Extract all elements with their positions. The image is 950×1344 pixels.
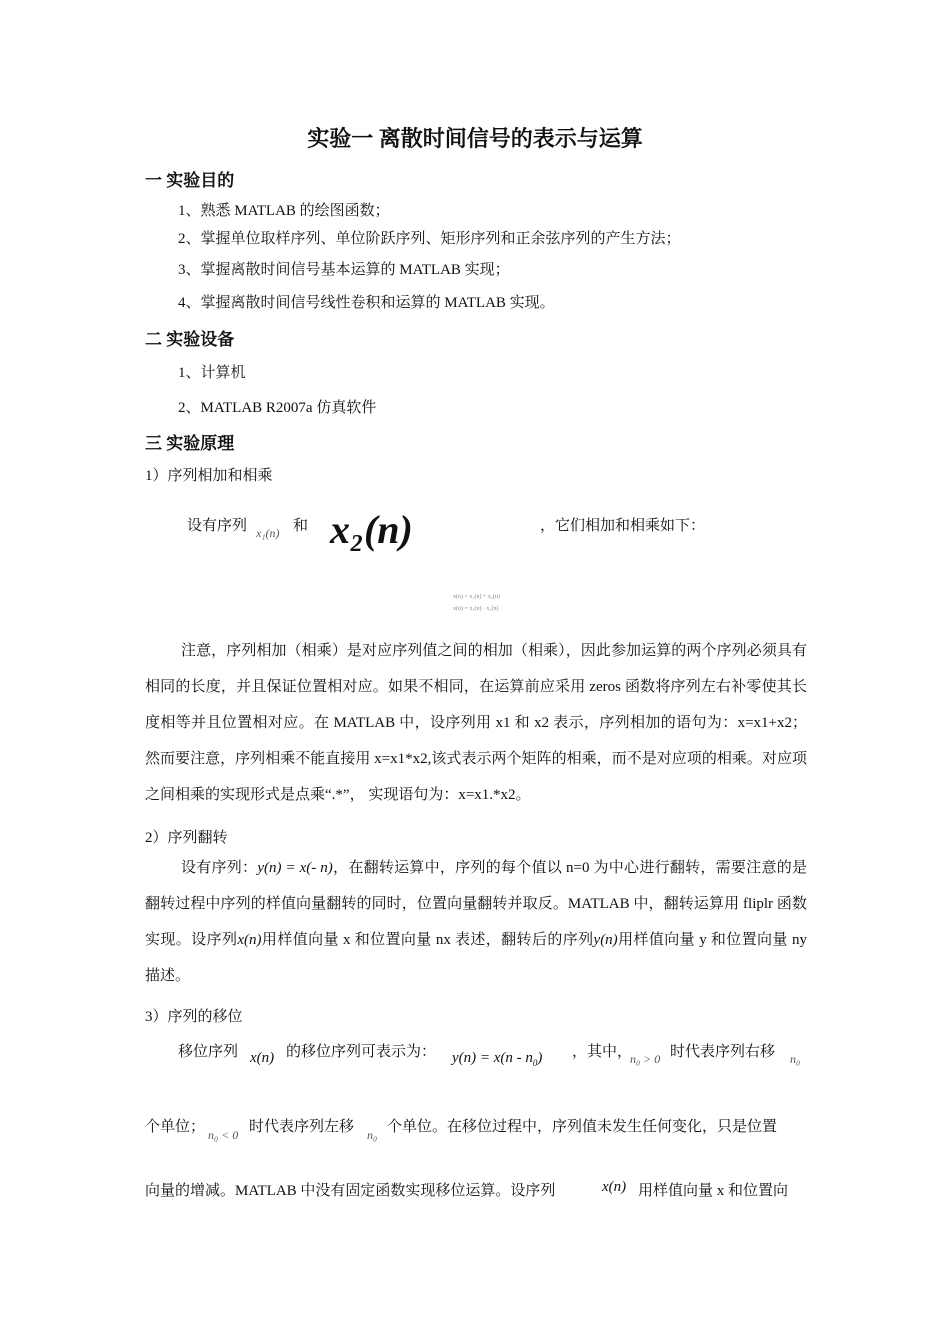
purpose-item-2: 2、掌握单位取样序列、单位阶跃序列、矩形序列和正余弦序列的产生方法； [178, 231, 681, 247]
part2-heading: 2）序列翻转 [145, 830, 228, 846]
part3-heading: 3）序列的移位 [145, 1009, 243, 1025]
part3-f: 时代表序列左移 [249, 1119, 355, 1135]
section-heading-purpose: 一 实验目的 [145, 171, 235, 190]
part2-d: 用样值向量 y 和位置向量 ny 描述。 [145, 932, 807, 984]
part3-n0-first: n₀ [790, 1052, 801, 1066]
part3-equation: $y(n) = x(n - n_0)$ [452, 1050, 543, 1068]
part2-yn: y(n) [593, 932, 618, 948]
part1-and: 和 [293, 518, 309, 534]
part2-equation: y(n) = x(- n) [257, 860, 333, 876]
section-heading-equipment: 二 实验设备 [145, 330, 235, 349]
page-title: 实验一 离散时间信号的表示与运算 [307, 126, 643, 151]
part3-g: 个单位。在移位过程中，序列值未发生任何变化，只是位置 [387, 1119, 778, 1135]
purpose-item-3: 3、掌握离散时间信号基本运算的 MATLAB 实现； [178, 262, 510, 278]
purpose-item-1: 1、熟悉 MATLAB 的绘图函数； [178, 203, 390, 219]
part1-intro-b: ，它们相加和相乘如下： [540, 518, 706, 534]
part2-b: ，在翻转运算中，序列的每个值以 n=0 为中心进行翻转，需要注意的是翻转过程中序列的样值向量翻转的同时，位置向量翻转并取反。MATLAB 中，翻转运算用 fliplr 函数实现。设序列 [145, 860, 807, 948]
part3-i: 用样值向量 x 和位置向 [638, 1183, 789, 1199]
equipment-item-2: 2、MATLAB R2007a 仿真软件 [178, 400, 377, 416]
x2-symbol: x₂(n) [330, 507, 413, 552]
part3-cond-neg: n₀ < 0 [208, 1128, 239, 1142]
part3-d: 时代表序列右移 [670, 1044, 776, 1060]
part3-xn: x(n) [250, 1050, 275, 1066]
purpose-item-4: 4、掌握离散时间信号线性卷积和运算的 MATLAB 实现。 [178, 295, 555, 311]
equipment-item-1: 1、计算机 [178, 365, 246, 381]
part3-e: 个单位； [145, 1119, 206, 1135]
equation-multiply: x(n) = x₁(n) · x₂(n) [453, 606, 499, 612]
x1-symbol: x₁(n) [256, 526, 280, 540]
section-heading-principle: 三 实验原理 [145, 434, 235, 453]
part2-c: 用样值向量 x 和位置向量 nx 表述，翻转后的序列 [261, 932, 594, 948]
part3-a: 移位序列 [178, 1044, 239, 1060]
part3-xn-2: x(n) [602, 1179, 627, 1195]
part3-n0-second: n₀ [367, 1128, 378, 1142]
part3-b: 的移位序列可表示为： [286, 1044, 437, 1060]
part1-heading: 1）序列相加和相乘 [145, 468, 273, 484]
equation-add: x(n) = x₁(n) + x₂(n) [453, 594, 500, 600]
part3-h: 向量的增减。MATLAB 中没有固定函数实现移位运算。设序列 [145, 1183, 556, 1199]
part2-paragraph [145, 850, 807, 994]
part2-a: 设有序列： [181, 860, 258, 876]
part1-intro-a: 设有序列 [187, 518, 248, 534]
part2-xn: x(n) [237, 932, 262, 948]
part1-paragraph [145, 633, 807, 813]
part3-c: ，其中， [572, 1044, 633, 1060]
part3-cond-pos: n₀ > 0 [630, 1052, 661, 1066]
part1-paragraph-text: 注意，序列相加（相乘）是对应序列值之间的相加（相乘），因此参加运算的两个序列必须具有相同的长度，并且保证位置相对应。如果不相同，在运算前应采用 zeros 函数将序列左右补零使其长度相等并且位置相对应。在 MATLAB 中，设序列用 x1 和 x2 表示，序列相加的语句为：x=x1+x2；然而要注意，序列相乘不能直接用 x=x1*x2,该式表示两个矩阵的相乘，而不是对应项的相乘。对应项之间相乘的实现形式是点乘“.*”， 实现语句为：x=x1.*x2。 [145, 643, 807, 803]
